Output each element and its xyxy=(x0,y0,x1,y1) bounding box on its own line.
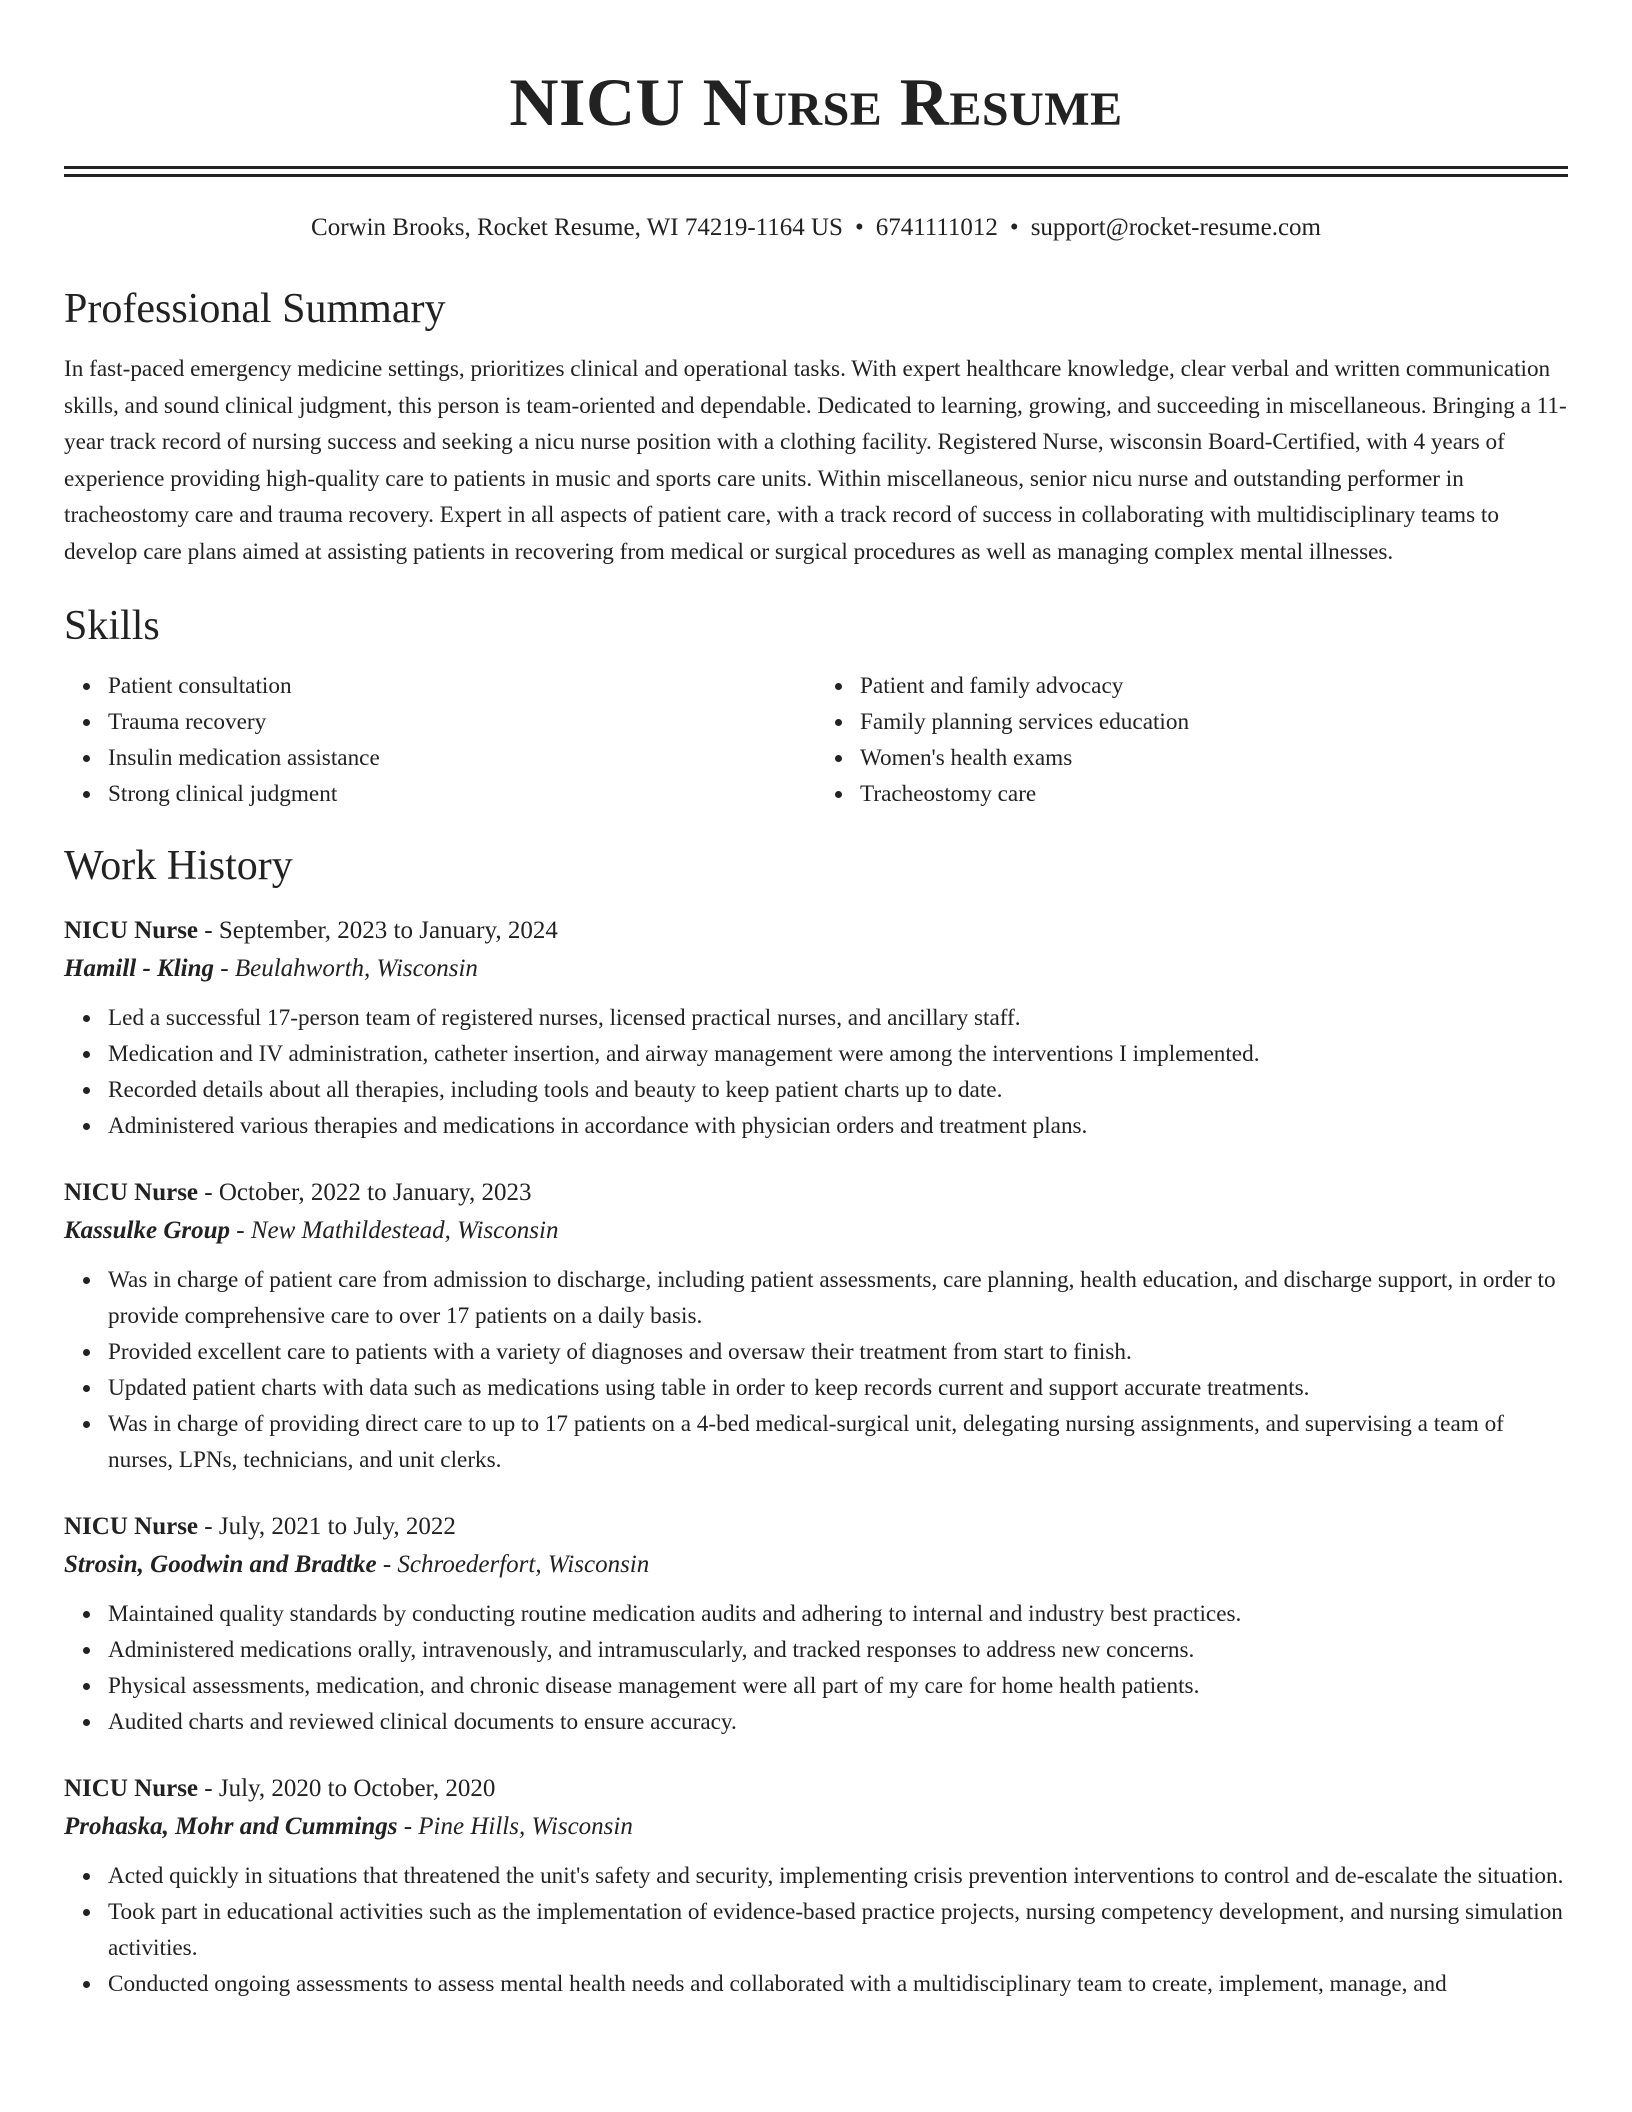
job-location: - Schroederfort, Wisconsin xyxy=(376,1551,650,1578)
skills-column-left xyxy=(64,668,816,812)
job-entry xyxy=(64,1174,1568,1478)
job-company-line xyxy=(64,1212,1568,1250)
job-duty: Was in charge of patient care from admission to discharge, including patient assessments, care planning, health education, and discharge support, in order to provide comprehensive care to over 17 patients on a daily basis. xyxy=(108,1262,1568,1334)
job-duties xyxy=(64,1262,1568,1478)
job-duty: Took part in educational activities such as the implementation of evidence-based practice projects, nursing competency development, and nursing simulation activities. xyxy=(108,1894,1568,1966)
job-duty: Updated patient charts with data such as medications using table in order to keep records current and support accurate treatments. xyxy=(108,1370,1568,1406)
job-company: Hamill - Kling xyxy=(64,955,215,982)
job-duty: Recorded details about all therapies, including tools and beauty to keep patient charts up to date. xyxy=(108,1072,1568,1108)
job-entry xyxy=(64,1770,1568,2002)
job-company: Kassulke Group xyxy=(64,1217,231,1244)
job-company-line xyxy=(64,950,1568,988)
job-entry xyxy=(64,912,1568,1144)
contact-email: support@rocket-resume.com xyxy=(1030,214,1321,241)
skills-list xyxy=(64,668,1568,812)
job-duty: Acted quickly in situations that threatened the unit's safety and security, implementing crisis prevention interventions to control and de-escalate the situation. xyxy=(108,1858,1568,1894)
job-title-line xyxy=(64,1508,1568,1546)
job-duties xyxy=(64,1596,1568,1740)
job-title-line xyxy=(64,1770,1568,1808)
job-company-line xyxy=(64,1808,1568,1846)
work-history-heading: Work History xyxy=(64,843,293,889)
page-title: NICU Nurse Resume xyxy=(509,64,1123,140)
job-dates: - July, 2021 to July, 2022 xyxy=(198,1513,456,1540)
job-location: - Beulahworth, Wisconsin xyxy=(214,955,478,982)
job-title-line xyxy=(64,912,1568,950)
skill-item: Patient consultation xyxy=(108,668,816,704)
job-dates: - October, 2022 to January, 2023 xyxy=(198,1179,532,1206)
job-company: Strosin, Goodwin and Bradtke xyxy=(64,1551,377,1578)
job-role: NICU Nurse xyxy=(64,917,199,944)
job-duty: Physical assessments, medication, and chronic disease management were all part of my care for home health patients. xyxy=(108,1668,1568,1704)
job-location: - Pine Hills, Wisconsin xyxy=(397,1813,633,1840)
job-duty: Conducted ongoing assessments to assess mental health needs and collaborated with a multidisciplinary team to create, implement, manage, and xyxy=(108,1966,1568,2002)
job-duty: Led a successful 17-person team of registered nurses, licensed practical nurses, and ancillary staff. xyxy=(108,1000,1568,1036)
job-duties xyxy=(64,1858,1568,2002)
job-duty: Was in charge of providing direct care to up to 17 patients on a 4-bed medical-surgical unit, delegating nursing assignments, and supervising a team of nurses, LPNs, technicians, and unit clerks. xyxy=(108,1406,1568,1478)
job-dates: - September, 2023 to January, 2024 xyxy=(198,917,558,944)
job-company: Prohaska, Mohr and Cummings xyxy=(64,1813,398,1840)
job-dates: - July, 2020 to October, 2020 xyxy=(198,1775,496,1802)
title-divider xyxy=(64,166,1568,177)
skill-item: Insulin medication assistance xyxy=(108,740,816,776)
job-duty: Administered medications orally, intravenously, and intramuscularly, and tracked responses to address new concerns. xyxy=(108,1632,1568,1668)
skill-item: Women's health exams xyxy=(860,740,1568,776)
skill-item: Family planning services education xyxy=(860,704,1568,740)
contact-line xyxy=(64,211,1568,245)
skill-item: Trauma recovery xyxy=(108,704,816,740)
job-duty: Provided excellent care to patients with a variety of diagnoses and oversaw their treatment from start to finish. xyxy=(108,1334,1568,1370)
job-role: NICU Nurse xyxy=(64,1179,199,1206)
contact-address: Corwin Brooks, Rocket Resume, WI 74219-1164 US xyxy=(311,214,843,241)
summary-text: In fast-paced emergency medicine settings, prioritizes clinical and operational tasks. With expert healthcare knowledge, clear verbal and written communication skills, and sound clinical judgment, this person is team-oriented and dependable. Dedicated to learning, growing, and succeeding in miscellaneous. Bringing a 11-year track record of nursing success and seeking a nicu nurse position with a clothing facility. Registered Nurse, wisconsin Board-Certified, with 4 years of experience providing high-quality care to patients in music and sports care units. Within miscellaneous, senior nicu nurse and outstanding performer in tracheostomy care and trauma recovery. Expert in all aspects of patient care, with a track record of success in collaborating with multidisciplinary teams to develop care plans aimed at assisting patients in recovering from medical or surgical procedures as well as managing complex mental illnesses. xyxy=(64,356,1567,565)
contact-separator: • xyxy=(1009,214,1019,241)
summary-heading: Professional Summary xyxy=(64,286,446,332)
job-duties xyxy=(64,1000,1568,1144)
job-duty: Administered various therapies and medications in accordance with physician orders and treatment plans. xyxy=(108,1108,1568,1144)
skill-item: Tracheostomy care xyxy=(860,776,1568,812)
job-duty: Medication and IV administration, catheter insertion, and airway management were among the interventions I implemented. xyxy=(108,1036,1568,1072)
contact-separator: • xyxy=(854,214,864,241)
job-company-line xyxy=(64,1546,1568,1584)
job-role: NICU Nurse xyxy=(64,1775,199,1802)
skill-item: Patient and family advocacy xyxy=(860,668,1568,704)
skills-column-right xyxy=(816,668,1568,812)
skills-heading: Skills xyxy=(64,603,160,649)
job-title-line xyxy=(64,1174,1568,1212)
job-entry xyxy=(64,1508,1568,1740)
contact-phone: 6741111012 xyxy=(875,214,998,241)
job-duty: Maintained quality standards by conducting routine medication audits and adhering to internal and industry best practices. xyxy=(108,1596,1568,1632)
job-location: - New Mathildestead, Wisconsin xyxy=(230,1217,559,1244)
job-role: NICU Nurse xyxy=(64,1513,199,1540)
job-duty: Audited charts and reviewed clinical documents to ensure accuracy. xyxy=(108,1704,1568,1740)
skill-item: Strong clinical judgment xyxy=(108,776,816,812)
